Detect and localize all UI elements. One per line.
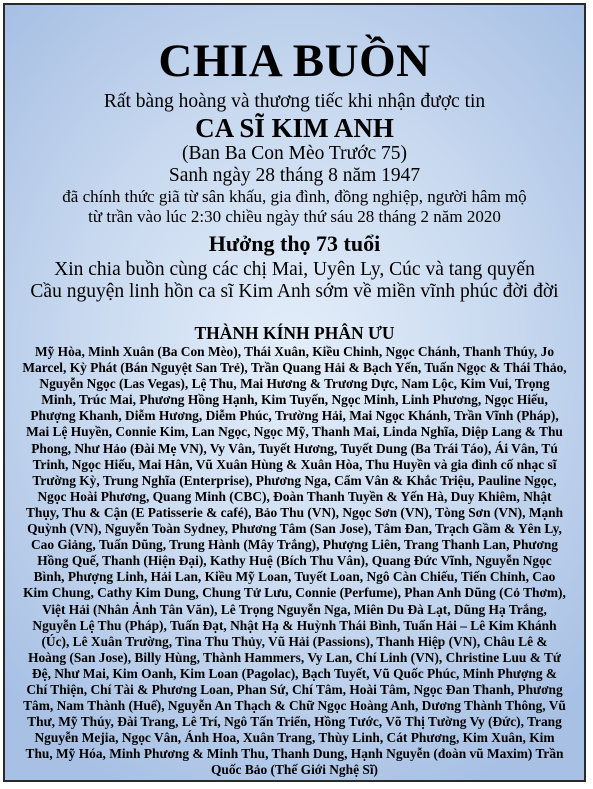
condolence-line: Xin chia buồn cùng các chị Mai, Uyên Ly, Cúc và tang quyến <box>54 259 535 280</box>
farewell-line: đã chính thức giã từ sân khấu, gia đình, đồng nghiệp, người hâm mộ <box>62 187 527 206</box>
birth-line: Sanh ngày 28 tháng 8 năm 1947 <box>168 165 421 186</box>
condolence-notice <box>3 3 586 782</box>
age-line: Hưởng thọ 73 tuổi <box>208 231 381 256</box>
signers-heading: THÀNH KÍNH PHÂN ƯU <box>194 323 395 343</box>
signers-list: Mỹ Hòa, Minh Xuân (Ba Con Mèo), Thái Xuân, Kiều Chinh, Ngọc Chánh, Thanh Thúy, Jo Marcel, Kỳ Phát (Bán Nguyệt San Trẻ), Trần Quang Hải & Bạch Yến, Tuấn Ngọc & Thái Thảo, Nguyễn Ngọc (Las Vegas), Lệ Thu, Mai Hương & Trương Dực, Nam Lộc, Kim Vui, Trọng Minh, Trúc Mai, Phương Hồng Hạnh, Kim Tuyến, Ngọc Minh, Linh Phương, Ngọc Hiếu, Phượng Khanh, Diễm Hương, Diễm Phúc, Trường Hải, Mai Ngọc Khánh, Trần Vĩnh (Pháp), Mai Lệ Huyền, Connie Kim, Lan Ngọc, Ngọc Mỹ, Thanh Mai, Linda Nghĩa, Diệp Lang & Thu Phong, Như Hảo (Đài Mẹ VN), Vy Vân, Tuyết Hương, Tuyết Dung (Ba Trái Táo), Ái Vân, Tú Trinh, Ngọc Hiếu, Mai Hân, Vũ Xuân Hùng & Xuân Hòa, Thu Huyền và gia đình cố nhạc sĩ Trường Kỳ, Trung Nghĩa (Enterprise), Phương Nga, Cẩm Vân & Khắc Triệu, Pauline Ngọc, Ngọc Hoài Phương, Quang Minh (CBC), Đoàn Thanh Tuyền & Yến Hà, Duy Khiêm, Nhật Thụy, Thu & Cận (E Patisserie & café), Bảo Thu (VN), Ngọc Sơn (VN), Tòng Sơn (VN), Mạnh Quỳnh (VN), Nguyễn Toàn Sydney, Phương Tâm (San Jose), Tâm Đan, Trạch Gầm & Yên Ly, Cao Giảng, Tuấn Dũng, Trung Hành (Mây Trắng), Phượng Liên, Trang Thanh Lan, Phương Hồng Quế, Thanh (Hiện Đại), Kathy Huệ (Bích Thu Vân), Quang Đức Vĩnh, Nguyễn Ngọc Bình, Phượng Linh, Hải Lan, Kiều Mỹ Loan, Tuyết Loan, Ngô Càn Chiếu, Tiến Chỉnh, Cao Kim Chung, Cathy Kim Dung, Chung Tử Lưu, Connie (Perfume), Phan Anh Dũng (Cỏ Thơm), Việt Hải (Nhân Ảnh Tân Văn), Lê Trọng Nguyễn Nga, Miên Du Đà Lạt, Dũng Hạ Trắng, Nguyễn Lệ Thu (Pháp), Tuấn Đạt, Nhật Hạ & Huỳnh Thái Bình, Tuấn Hải – Lê Kim Khánh (Úc), Lê Xuân Trường, Tina Thu Thủy, Vũ Hải (Passions), Thanh Hiệp (VN), Châu Lê & Hoàng (San Jose), Billy Hùng, Thành Hammers, Vy Lan, Chí Linh (VN), Christine Luu & Tứ Đệ, Như Mai, Kim Oanh, Kim Loan (Pagolac), Bạch Tuyết, Vũ Quốc Phúc, Minh Phượng & Chí Thiện, Chí Tài & Phương Loan, Phan Sứ, Chí Tâm, Hoài Tâm, Ngọc Đan Thanh, Phương Tâm, Nam Thành (Huế), Nguyễn An Thạch & Chữ Ngọc Hoàng Anh, Dương Thành Thông, Vũ Thư, Mỹ Thúy, Đài Trang, Lê Trí, Ngô Tấn Triển, Hồng Tước, Võ Thị Tường Vy (Đức), Trang Nguyễn Mejia, Ngọc Vân, Ánh Hoa, Xuân Trang, Thùy Linh, Cát Phương, Kim Xuân, Kim Thu, Mỹ Hóa, Minh Phương & Minh Thu, Thanh Dung, Hạnh Nguyễn (đoàn vũ Maxim) Trần Quốc Bảo (Thế Giới Nghệ Sĩ) <box>22 344 567 778</box>
intro-line: Rất bàng hoàng và thương tiếc khi nhận được tin <box>103 91 486 112</box>
notice-title: CHIA BUỒN <box>158 35 431 87</box>
band-line: (Ban Ba Con Mèo Trước 75) <box>181 143 408 164</box>
singer-name: CA SĨ KIM ANH <box>195 113 394 143</box>
prayer-line: Cầu nguyện linh hồn ca sĩ Kim Anh sớm về miền vĩnh phúc đời đời <box>30 281 559 302</box>
death-line: từ trần vào lúc 2:30 chiều ngày thứ sáu 28 tháng 2 năm 2020 <box>88 207 501 226</box>
